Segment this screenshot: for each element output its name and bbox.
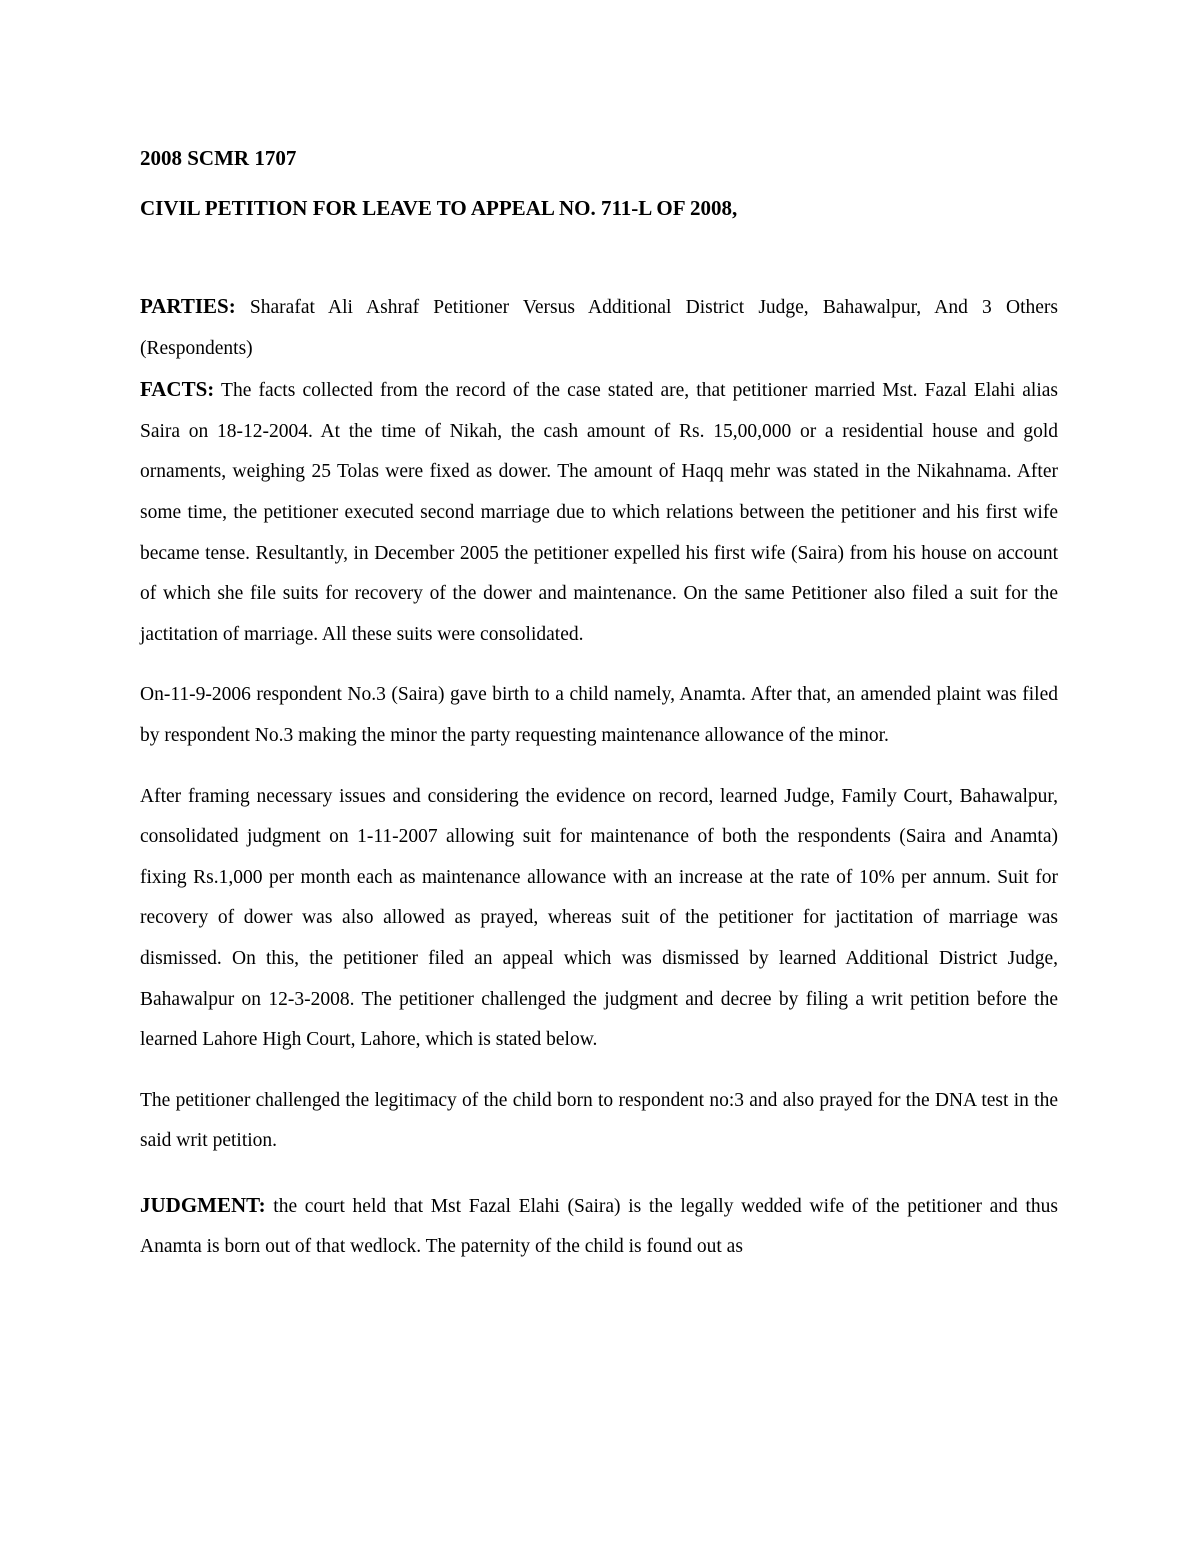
challenge-paragraph: The petitioner challenged the legitimacy of the child born to respondent no:3 and also prayed for the DNA test in the said writ petition.	[140, 1089, 1058, 1152]
facts-text: The facts collected from the record of the case stated are, that petitioner married Mst. Fazal Elahi alias Saira on 18-12-2004. At the time of Nikah, the cash amount of Rs. 15,00,000 or a residential house and gold ornaments, weighing 25 Tolas were fixed as dower. The amount of Haqq mehr was stated in the Nikahnama. After some time, the petitioner executed second marriage due to which relations between the petitioner and his first wife became tense. Resultantly, in December 2005 the petitioner expelled his first wife (Saira) from his house on account of which she file suits for recovery of the dower and maintenance. On the same Petitioner also filed a suit for the jactitation of marriage. All these suits were consolidated.	[140, 380, 1058, 645]
document-page	[140, 0, 1058, 1553]
document-body	[140, 286, 1058, 1268]
framing-paragraph: After framing necessary issues and considering the evidence on record, learned Judge, Family Court, Bahawalpur, consolidated judgment on 1-11-2007 allowing suit for maintenance of both the respondents (Saira and Anamta) fixing Rs.1,000 per month each as maintenance allowance with an increase at the rate of 10% per annum. Suit for recovery of dower was also allowed as prayed, whereas suit of the petitioner for jactitation of marriage was dismissed. On this, the petitioner filed an appeal which was dismissed by learned Additional District Judge, Bahawalpur on 12-3-2008. The petitioner challenged the judgment and decree by filing a writ petition before the learned Lahore High Court, Lahore, which is stated below.	[140, 785, 1058, 1051]
facts-label: FACTS:	[140, 377, 215, 402]
parties-paragraph	[140, 286, 1058, 369]
judgment-label: JUDGMENT:	[140, 1192, 266, 1217]
birth-paragraph: On-11-9-2006 respondent No.3 (Saira) gave birth to a child namely, Anamta. After that, an amended plaint was filed by respondent No.3 making the minor the party requesting maintenance allowance of the minor.	[140, 684, 1058, 746]
facts-paragraph	[140, 369, 1058, 655]
parties-text: Sharafat Ali Ashraf Petitioner Versus Additional District Judge, Bahawalpur, And 3 Others (Respondents)	[140, 297, 1058, 359]
judgment-text: the court held that Mst Fazal Elahi (Saira) is the legally wedded wife of the petitioner and thus Anamta is born out of that wedlock. The paternity of the child is found out as	[140, 1195, 1058, 1258]
parties-label: PARTIES:	[140, 294, 236, 318]
case-title: CIVIL PETITION FOR LEAVE TO APPEAL NO. 711-L OF 2008,	[140, 196, 738, 220]
case-citation: 2008 SCMR 1707	[140, 146, 297, 170]
judgment-paragraph	[140, 1185, 1058, 1268]
